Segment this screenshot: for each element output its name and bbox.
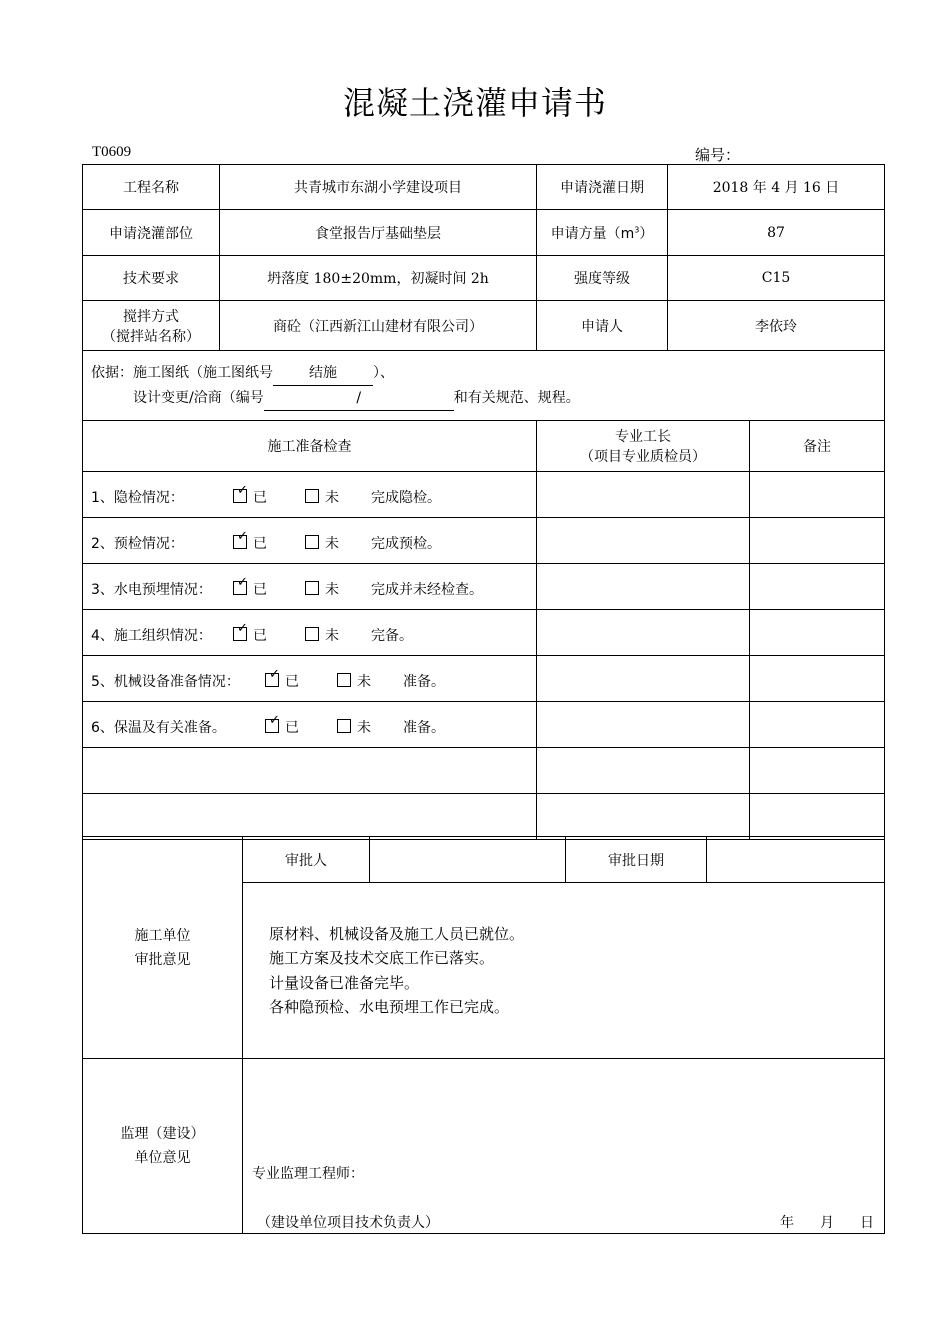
day-label: 日 — [860, 1215, 874, 1231]
check-item-label: 5、机械设备准备情况： — [91, 674, 240, 690]
foreman-signature-cell[interactable] — [537, 610, 750, 656]
check-not-done-option[interactable]: 未 — [337, 671, 371, 691]
number-label: 编号： — [695, 146, 741, 164]
pour-part-label: 申请浇灌部位 — [83, 210, 220, 256]
check-not-done-option[interactable]: 未 — [305, 625, 339, 645]
blank-row-cell[interactable] — [83, 748, 537, 794]
check-item-cell — [83, 610, 537, 656]
check-item-suffix: 完成并未经检查。 — [371, 582, 483, 598]
engineer-label: 专业监理工程师： — [252, 1166, 364, 1182]
foreman-signature-cell[interactable] — [537, 656, 750, 702]
tech-req-value[interactable]: 坍落度 180±20mm，初凝时间 2h — [220, 256, 537, 301]
checkbox-unchecked[interactable] — [305, 581, 319, 595]
volume-value[interactable]: 87 — [668, 210, 885, 256]
check-done-option[interactable]: ✓ 已 — [233, 487, 267, 507]
month-label: 月 — [820, 1215, 834, 1231]
info-table — [82, 164, 885, 421]
check-done-option[interactable]: ✓ 已 — [233, 625, 267, 645]
page-title: 混凝土浇灌申请书 — [342, 84, 607, 122]
blank-row-cell[interactable] — [83, 794, 537, 840]
checks-table — [82, 420, 885, 840]
check-not-done-option[interactable]: 未 — [337, 717, 371, 737]
remark-cell[interactable] — [750, 472, 885, 518]
apply-date-label: 申请浇灌日期 — [537, 165, 668, 210]
remark-cell[interactable] — [750, 564, 885, 610]
mix-value[interactable]: 商砼（江西新江山建材有限公司） — [220, 301, 537, 351]
check-item-label: 4、施工组织情况： — [91, 628, 212, 644]
check-row — [83, 472, 885, 518]
check-done-option[interactable]: ✓ 已 — [265, 671, 299, 691]
checkbox-unchecked[interactable] — [337, 673, 351, 687]
check-row — [83, 518, 885, 564]
check-item-suffix: 准备。 — [403, 720, 445, 736]
check-row — [83, 610, 885, 656]
checkmark-icon: ✓ — [237, 621, 248, 636]
remark-cell[interactable] — [750, 702, 885, 748]
checkbox-checked[interactable] — [233, 529, 248, 549]
unit-approval-label: 施工单位 审批意见 — [83, 837, 243, 1059]
drawing-no-field[interactable]: 结施 — [273, 361, 373, 386]
check-item-label: 2、预检情况： — [91, 536, 184, 552]
pour-part-value[interactable]: 食堂报告厅基础垫层 — [220, 210, 537, 256]
check-row — [83, 702, 885, 748]
checkmark-icon: ✓ — [269, 667, 280, 682]
check-row — [83, 656, 885, 702]
checkbox-checked[interactable] — [265, 667, 280, 687]
approve-date-label: 审批日期 — [566, 837, 707, 883]
checkbox-unchecked[interactable] — [305, 627, 319, 641]
year-label: 年 — [780, 1215, 794, 1231]
check-item-suffix: 完成隐检。 — [371, 490, 441, 506]
mix-label: 搅拌方式 （搅拌站名称） — [83, 301, 220, 351]
supervision-opinion[interactable] — [243, 1059, 885, 1234]
project-name-value[interactable]: 共青城市东湖小学建设项目 — [220, 165, 537, 210]
project-name-label: 工程名称 — [83, 165, 220, 210]
check-item-cell — [83, 472, 537, 518]
tech-req-label: 技术要求 — [83, 256, 220, 301]
foreman-signature-cell[interactable] — [537, 702, 750, 748]
grade-value[interactable]: C15 — [668, 256, 885, 301]
checkmark-icon: ✓ — [269, 713, 280, 728]
applicant-value[interactable]: 李依玲 — [668, 301, 885, 351]
check-not-done-option[interactable]: 未 — [305, 579, 339, 599]
check-item-suffix: 准备。 — [403, 674, 445, 690]
remark-cell[interactable] — [750, 518, 885, 564]
checkbox-checked[interactable] — [233, 621, 248, 641]
remark-cell[interactable] — [750, 656, 885, 702]
checkbox-unchecked[interactable] — [337, 719, 351, 733]
check-item-cell — [83, 702, 537, 748]
checkmark-icon: ✓ — [237, 529, 248, 544]
check-item-cell — [83, 564, 537, 610]
applicant-label: 申请人 — [537, 301, 668, 351]
change-no-field[interactable]: / — [264, 386, 454, 411]
col-remark-header: 备注 — [750, 421, 885, 472]
check-done-option[interactable]: ✓ 已 — [233, 579, 267, 599]
checkbox-checked[interactable] — [233, 575, 248, 595]
checkmark-icon: ✓ — [237, 483, 248, 498]
check-done-option[interactable]: ✓ 已 — [265, 717, 299, 737]
opinion-line: 计量设备已准备完毕。 — [269, 973, 420, 992]
volume-label: 申请方量$(m^3)$ — [537, 210, 668, 256]
checkbox-checked[interactable] — [233, 483, 248, 503]
apply-date-value[interactable]: 2018 年 4 月 16 日 — [668, 165, 885, 210]
basis-cell: 依据：施工图纸（施工图纸号 结施 ）、 设计变更/洽商（编号 / 和有关规范、规程。 — [83, 351, 885, 421]
checkbox-unchecked[interactable] — [305, 535, 319, 549]
checkbox-unchecked[interactable] — [305, 489, 319, 503]
foreman-signature-cell[interactable] — [537, 518, 750, 564]
check-item-suffix: 完成预检。 — [371, 536, 441, 552]
grade-label: 强度等级 — [537, 256, 668, 301]
approval-opinion[interactable] — [243, 883, 885, 1059]
checkmark-icon: ✓ — [237, 575, 248, 590]
col-foreman-header: 专业工长 （项目专业质检员） — [537, 421, 750, 472]
check-item-label: 3、水电预埋情况： — [91, 582, 212, 598]
opinion-line: 施工方案及技术交底工作已落实。 — [269, 949, 495, 967]
check-item-cell — [83, 656, 537, 702]
foreman-signature-cell[interactable] — [537, 472, 750, 518]
remark-cell[interactable] — [750, 610, 885, 656]
owner-label: （建设单位项目技术负责人） — [257, 1215, 439, 1231]
opinion-line: 原材料、机械设备及施工人员已就位。 — [269, 924, 525, 943]
check-item-suffix: 完备。 — [371, 628, 413, 644]
approver-field[interactable] — [370, 837, 566, 883]
foreman-signature-cell[interactable] — [537, 564, 750, 610]
check-not-done-option[interactable]: 未 — [305, 487, 339, 507]
form-code: T0609 — [92, 144, 132, 160]
check-item-cell — [83, 518, 537, 564]
check-item-label: 1、隐检情况： — [91, 490, 184, 506]
approve-date-field[interactable] — [707, 837, 885, 883]
check-done-option[interactable]: ✓ 已 — [233, 533, 267, 553]
check-item-label: 6、保温及有关准备。 — [91, 720, 226, 736]
opinion-line: 各种隐预检、水电预埋工作已完成。 — [269, 998, 510, 1016]
approver-label: 审批人 — [243, 837, 370, 883]
approval-table — [82, 836, 885, 1234]
checkbox-checked[interactable] — [265, 713, 280, 733]
supervision-label: 监理（建设） 单位意见 — [83, 1059, 243, 1234]
col-check-header: 施工准备检查 — [83, 421, 537, 472]
check-not-done-option[interactable]: 未 — [305, 533, 339, 553]
check-row — [83, 564, 885, 610]
